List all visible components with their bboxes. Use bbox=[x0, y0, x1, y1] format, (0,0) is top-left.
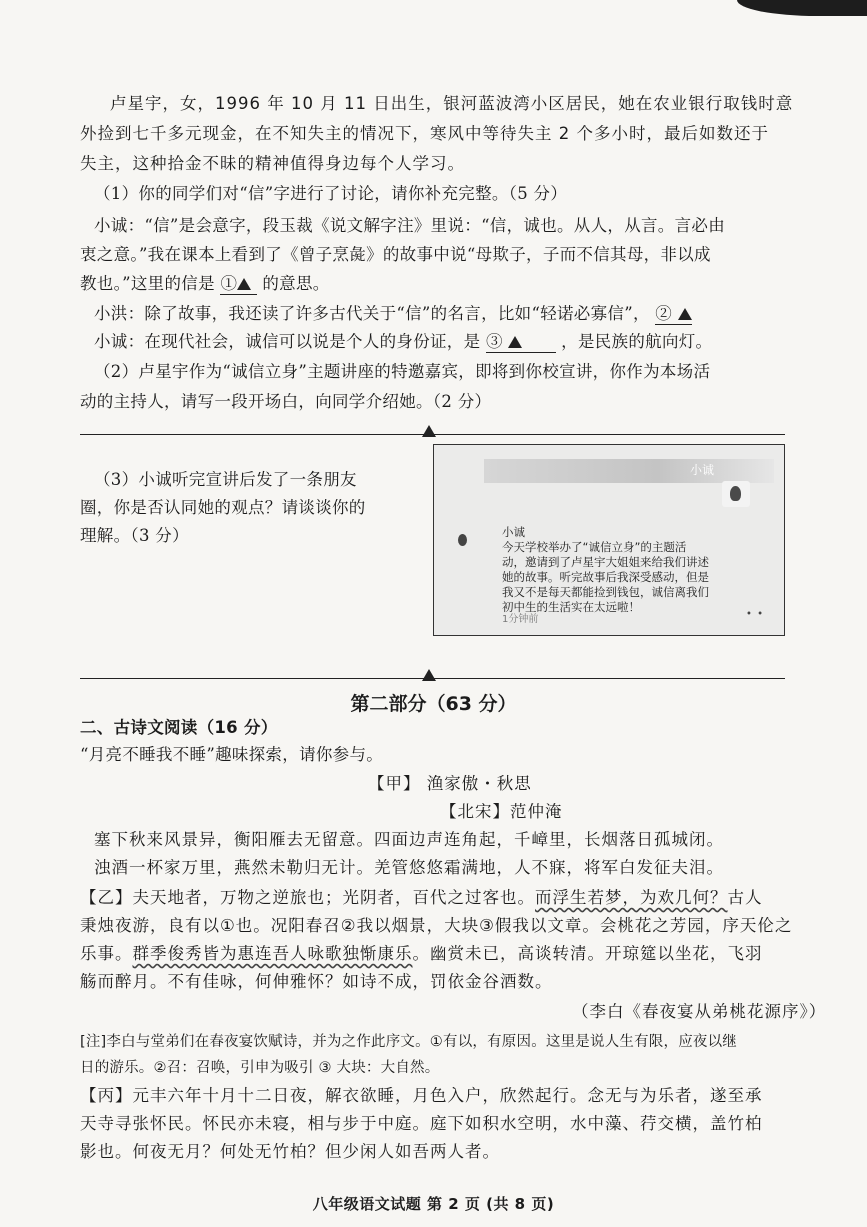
triangle-icon bbox=[237, 278, 251, 290]
q1-cheng-line-4-pre: 小诚：在现代社会，诚信可以说是个人的身份证，是 bbox=[94, 332, 481, 351]
post-line-3: 她的故事。听完故事后我深受感动，但是 bbox=[502, 570, 709, 584]
post-author: 小诚 bbox=[502, 525, 525, 539]
poem-jia-author: 【北宋】范仲淹 bbox=[440, 802, 563, 821]
post-timestamp: 1分钟前 bbox=[502, 614, 539, 625]
poem-jia-line-1: 塞下秋来风景异，衡阳雁去无留意。四面边声连角起，千嶂里，长烟落日孤城闭。 bbox=[94, 830, 724, 849]
prose-bing-line-3: 影也。何夜无月？何处无竹柏？但少闲人如吾两人者。 bbox=[80, 1142, 500, 1161]
blank-1-label: ① bbox=[220, 274, 238, 293]
blank-3-label: ③ bbox=[485, 332, 503, 351]
prose-yi-wavy-phrase-2: 群季俊秀皆为惠连吾人咏歌独惭康乐 bbox=[132, 944, 413, 963]
post-line-4: 我又不是每天都能捡到钱包，诚信离我们 bbox=[502, 585, 709, 599]
q1-cheng-line-3-pre: 教也。”这里的信是 bbox=[80, 274, 215, 293]
intro-line-3: 失主，这种拾金不昧的精神值得身边每个人学习。 bbox=[80, 154, 465, 173]
poem-jia-heading: 【甲】 渔家傲・秋思 bbox=[368, 774, 532, 793]
post-avatar-icon bbox=[456, 532, 470, 548]
q1-cheng-line-3 bbox=[80, 272, 330, 296]
q2-line-1: （2）卢星宇作为“诚信立身”主题讲座的特邀嘉宾，即将到你校宣讲，你作为本场活 bbox=[94, 362, 711, 381]
intro-line-1: 卢星宇，女，1996 年 10 月 11 日出生，银河蓝波湾小区居民，她在农业银行取钱时意 bbox=[110, 94, 794, 113]
poem-jia-line-2: 浊酒一杯家万里，燕然未勒归无计。羌管悠悠霜满地，人不寐，将军白发征夫泪。 bbox=[94, 858, 724, 877]
moments-cover-name: 小诚 bbox=[689, 463, 714, 477]
post-line-1: 今天学校举办了“诚信立身”的主题活 bbox=[502, 540, 687, 554]
profile-avatar-icon bbox=[722, 481, 750, 507]
post-line-2: 动，邀请到了卢星宇大姐姐来给我们讲述 bbox=[502, 555, 709, 569]
q3-line-2: 圈，你是否认同她的观点？请谈谈你的 bbox=[80, 498, 366, 517]
prose-yi-line-2: 秉烛夜游，良有以①也。况阳春召②我以烟景，大块③假我以文章。会桃花之芳园，序天伦之 bbox=[80, 916, 793, 935]
answer-blank-3[interactable] bbox=[486, 332, 556, 353]
scan-corner-mark bbox=[737, 0, 867, 16]
prose-bing-line-2: 天寺寻张怀民。怀民亦未寝，相与步于中庭。庭下如积水空明，水中藻、荇交横，盖竹柏 bbox=[80, 1114, 763, 1133]
q1-cheng-line-3-post: 的意思。 bbox=[262, 274, 330, 293]
triangle-icon bbox=[678, 308, 692, 320]
answer-blank-1[interactable] bbox=[220, 274, 256, 295]
q1-hong-line bbox=[94, 302, 692, 326]
intro-line-2: 外捡到七千多元现金，在不知失主的情况下，寒风中等待失主 2 个多小时，最后如数还于 bbox=[80, 124, 769, 143]
q1-hong-text: 小洪：除了故事，我还读了许多古代关于“信”的名言，比如“轻诺必寡信”， bbox=[94, 304, 650, 323]
q1-cheng-line-4-post: ，是民族的航向灯。 bbox=[561, 332, 713, 351]
section-two-intro: “月亮不睡我不睡”趣味探索，请你参与。 bbox=[80, 745, 384, 764]
triangle-icon bbox=[508, 336, 522, 348]
q2-line-2: 动的主持人，请写一段开场白，向同学介绍她。（2 分） bbox=[80, 392, 492, 411]
answer-triangle-q2 bbox=[422, 421, 436, 440]
prose-yi-line-1-pre: 【乙】夫天地者，万物之逆旅也；光阴者，百代之过客也。 bbox=[80, 888, 535, 907]
prose-yi-line-4: 觞而醉月。不有佳咏，何伸雅怀？如诗不成，罚依金谷酒数。 bbox=[80, 972, 553, 991]
q1-heading: （1）你的同学们对“信”字进行了讨论，请你补充完整。（5 分） bbox=[94, 184, 568, 203]
prose-yi-wavy-phrase-1: 而浮生若梦，为欢几何？ bbox=[535, 888, 728, 907]
answer-triangle-q3 bbox=[422, 665, 436, 684]
prose-yi-line-3 bbox=[80, 942, 763, 966]
moments-screenshot bbox=[433, 444, 785, 636]
q1-cheng-line-1: 小诚：“信”是会意字，段玉裁《说文解字注》里说：“信，诚也。从人，从言。言必由 bbox=[94, 216, 726, 235]
q1-cheng-line-4 bbox=[94, 330, 712, 354]
annotation-line-2: 日的游乐。②召：召唤，引申为吸引 ③ 大块：大自然。 bbox=[80, 1060, 440, 1076]
moments-cover-banner bbox=[484, 459, 774, 483]
prose-bing-line-1: 【丙】元丰六年十月十二日夜，解衣欲睡，月色入户，欣然起行。念无与为乐者，遂至承 bbox=[80, 1086, 763, 1105]
more-options-icon[interactable]: • • bbox=[746, 609, 764, 620]
blank-2-label: ② bbox=[655, 304, 673, 323]
answer-blank-2[interactable] bbox=[655, 304, 691, 325]
prose-yi-line-1 bbox=[80, 886, 763, 910]
post-line-5: 初中生的生活实在太远啦！ bbox=[502, 600, 640, 614]
q1-cheng-line-2: 衷之意。”我在课本上看到了《曾子烹彘》的故事中说“母欺子，子而不信其母，非以成 bbox=[80, 245, 711, 264]
prose-yi-source: （李白《春夜宴从弟桃花源序》） bbox=[572, 1002, 827, 1021]
prose-yi-line-1-post: 古人 bbox=[727, 888, 763, 907]
q3-line-1: （3）小诚听完宣讲后发了一条朋友 bbox=[94, 470, 357, 489]
part-two-title: 第二部分（63 分） bbox=[350, 693, 517, 715]
q3-line-3: 理解。（3 分） bbox=[80, 526, 189, 545]
prose-yi-line-3-pre: 乐事。 bbox=[80, 944, 133, 963]
annotation-line-1: [注]李白与堂弟们在春夜宴饮赋诗，并为之作此序文。①有以，有原因。这里是说人生有限，应夜以继 bbox=[80, 1034, 738, 1050]
prose-yi-line-3-post: 。幽赏未已，高谈转清。开琼筵以坐花，飞羽 bbox=[412, 944, 763, 963]
page-footer: 八年级语文试题 第 2 页 (共 8 页) bbox=[312, 1195, 555, 1213]
section-two-title: 二、古诗文阅读（16 分） bbox=[80, 718, 278, 737]
